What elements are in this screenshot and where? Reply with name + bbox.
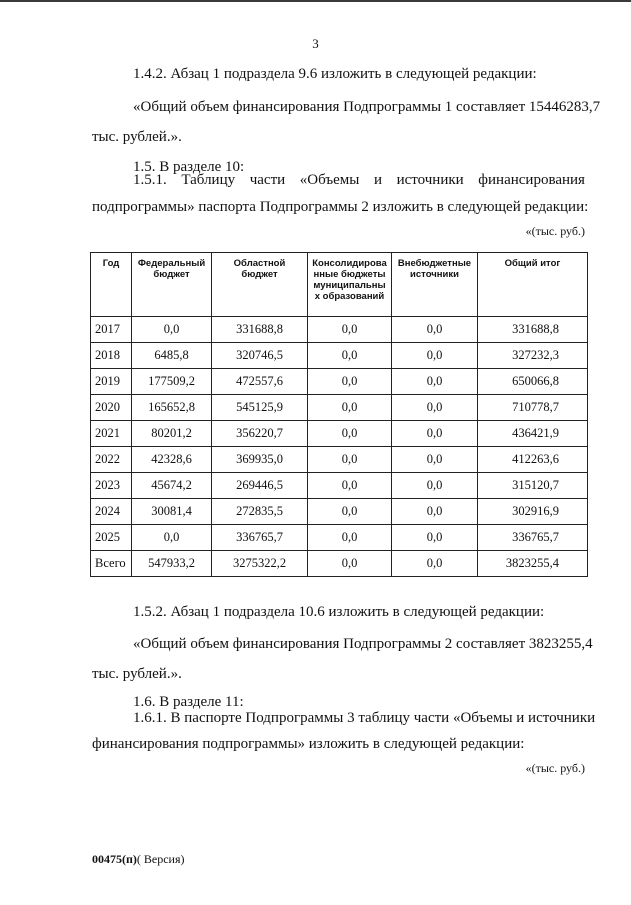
table-cell: 0,0 [308,395,392,421]
paragraph-1-5-2: 1.5.2. Абзац 1 подраздела 10.6 изложить в следующей редакции: [133,604,545,620]
table-cell: 0,0 [308,421,392,447]
table-cell: 331688,8 [212,317,308,343]
table-row [91,317,588,343]
paragraph-1-5: 1.5. В разделе 10: [133,159,245,175]
table-row [91,473,588,499]
table-row [91,499,588,525]
table-cell: 0,0 [308,525,392,551]
word: Таблицу [181,172,236,188]
unit-label: «(тыс. руб.) [525,761,585,775]
table-cell: 2020 [91,395,132,421]
table-cell: 0,0 [132,525,212,551]
paragraph-1-6: 1.6. В разделе 11: [133,694,244,710]
table-cell: 412263,6 [478,447,588,473]
table-cell: 2018 [91,343,132,369]
table-cell: 177509,2 [132,369,212,395]
table-cell: 331688,8 [478,317,588,343]
table-cell: 2017 [91,317,132,343]
table-cell: 165652,8 [132,395,212,421]
table-cell: 0,0 [392,343,478,369]
table-row [91,421,588,447]
unit-label: «(тыс. руб.) [525,224,585,238]
table-cell: 0,0 [308,447,392,473]
table-row [91,369,588,395]
paragraph-1-5-1-line1 [133,170,585,190]
table-cell: 0,0 [392,369,478,395]
table-cell: 2025 [91,525,132,551]
table-header-cell: Консолидирова нные бюджеты муниципальны х образований [308,253,392,317]
table-row [91,343,588,369]
table-header-row [91,253,588,317]
page-number: 3 [312,36,319,51]
paragraph-1-5-1-line2: подпрограммы» паспорта Подпрограммы 2 изложить в следующей редакции: [92,199,589,215]
table-cell: 320746,5 [212,343,308,369]
word: 1.5.1. [133,172,167,188]
table-cell: 3823255,4 [478,551,588,577]
word: «Объемы [299,172,360,188]
document-version: ( Версия) [136,852,185,866]
word: источники [396,172,464,188]
table-cell: 80201,2 [132,421,212,447]
table-cell: 0,0 [392,499,478,525]
table-header-cell: Год [91,253,132,317]
table-cell: 472557,6 [212,369,308,395]
table-cell: 436421,9 [478,421,588,447]
table-header-cell: Федеральный бюджет [132,253,212,317]
table-cell: 0,0 [392,395,478,421]
table-cell: 356220,7 [212,421,308,447]
paragraph-financing-2-line2: тыс. рублей.». [92,666,182,682]
document-code: 00475(п) [92,852,137,866]
table-cell: 30081,4 [132,499,212,525]
table-cell: 0,0 [392,473,478,499]
table-body [91,317,588,577]
table-cell: 710778,7 [478,395,588,421]
top-rule [0,0,631,2]
paragraph-1-4-2: 1.4.2. Абзац 1 подраздела 9.6 изложить в следующей редакции: [133,66,537,82]
table-cell: 272835,5 [212,499,308,525]
table-cell: 2024 [91,499,132,525]
table-cell: 327232,3 [478,343,588,369]
table-cell: 0,0 [392,317,478,343]
table-cell: 0,0 [392,447,478,473]
table-row [91,551,588,577]
table-row [91,525,588,551]
table-cell: 315120,7 [478,473,588,499]
table-cell: 0,0 [308,343,392,369]
table-cell: 650066,8 [478,369,588,395]
table-row [91,395,588,421]
table-row [91,447,588,473]
table-cell: 0,0 [392,525,478,551]
table-cell: 45674,2 [132,473,212,499]
table-cell: 336765,7 [212,525,308,551]
table-header-cell: Общий итог [478,253,588,317]
table-cell: 302916,9 [478,499,588,525]
paragraph-1-6-1-line2: финансирования подпрограммы» изложить в следующей редакции: [92,736,525,752]
table-cell: 0,0 [308,317,392,343]
table-cell: 545125,9 [212,395,308,421]
table-cell: 0,0 [308,369,392,395]
table-cell: 6485,8 [132,343,212,369]
table-cell: 3275322,2 [212,551,308,577]
paragraph-financing-2-line1: «Общий объем финансирования Подпрограммы 2 составляет 3823255,4 [133,636,593,652]
table-cell: 0,0 [132,317,212,343]
paragraph-1-6-1-line1: 1.6.1. В паспорте Подпрограммы 3 таблицу части «Объемы и источники [133,710,596,726]
table-cell: 0,0 [308,499,392,525]
table-cell: 2023 [91,473,132,499]
table-cell: 0,0 [392,421,478,447]
table-cell: 269446,5 [212,473,308,499]
table-cell: Всего [91,551,132,577]
paragraph-financing-1-line1: «Общий объем финансирования Подпрограммы 1 составляет 15446283,7 [133,99,601,115]
table-cell: 369935,0 [212,447,308,473]
table-header-cell: Областной бюджет [212,253,308,317]
word: и [373,172,382,188]
document-footer [92,852,185,867]
table-cell: 0,0 [392,551,478,577]
word: части [249,172,286,188]
table-header-cell: Внебюджетные источники [392,253,478,317]
financing-table [90,252,588,577]
word: финансирования [478,172,585,188]
table-cell: 547933,2 [132,551,212,577]
table-cell: 2019 [91,369,132,395]
paragraph-financing-1-line2: тыс. рублей.». [92,129,182,145]
table-cell: 0,0 [308,551,392,577]
table-cell: 336765,7 [478,525,588,551]
table-cell: 2022 [91,447,132,473]
table-cell: 2021 [91,421,132,447]
table-cell: 0,0 [308,473,392,499]
table-cell: 42328,6 [132,447,212,473]
